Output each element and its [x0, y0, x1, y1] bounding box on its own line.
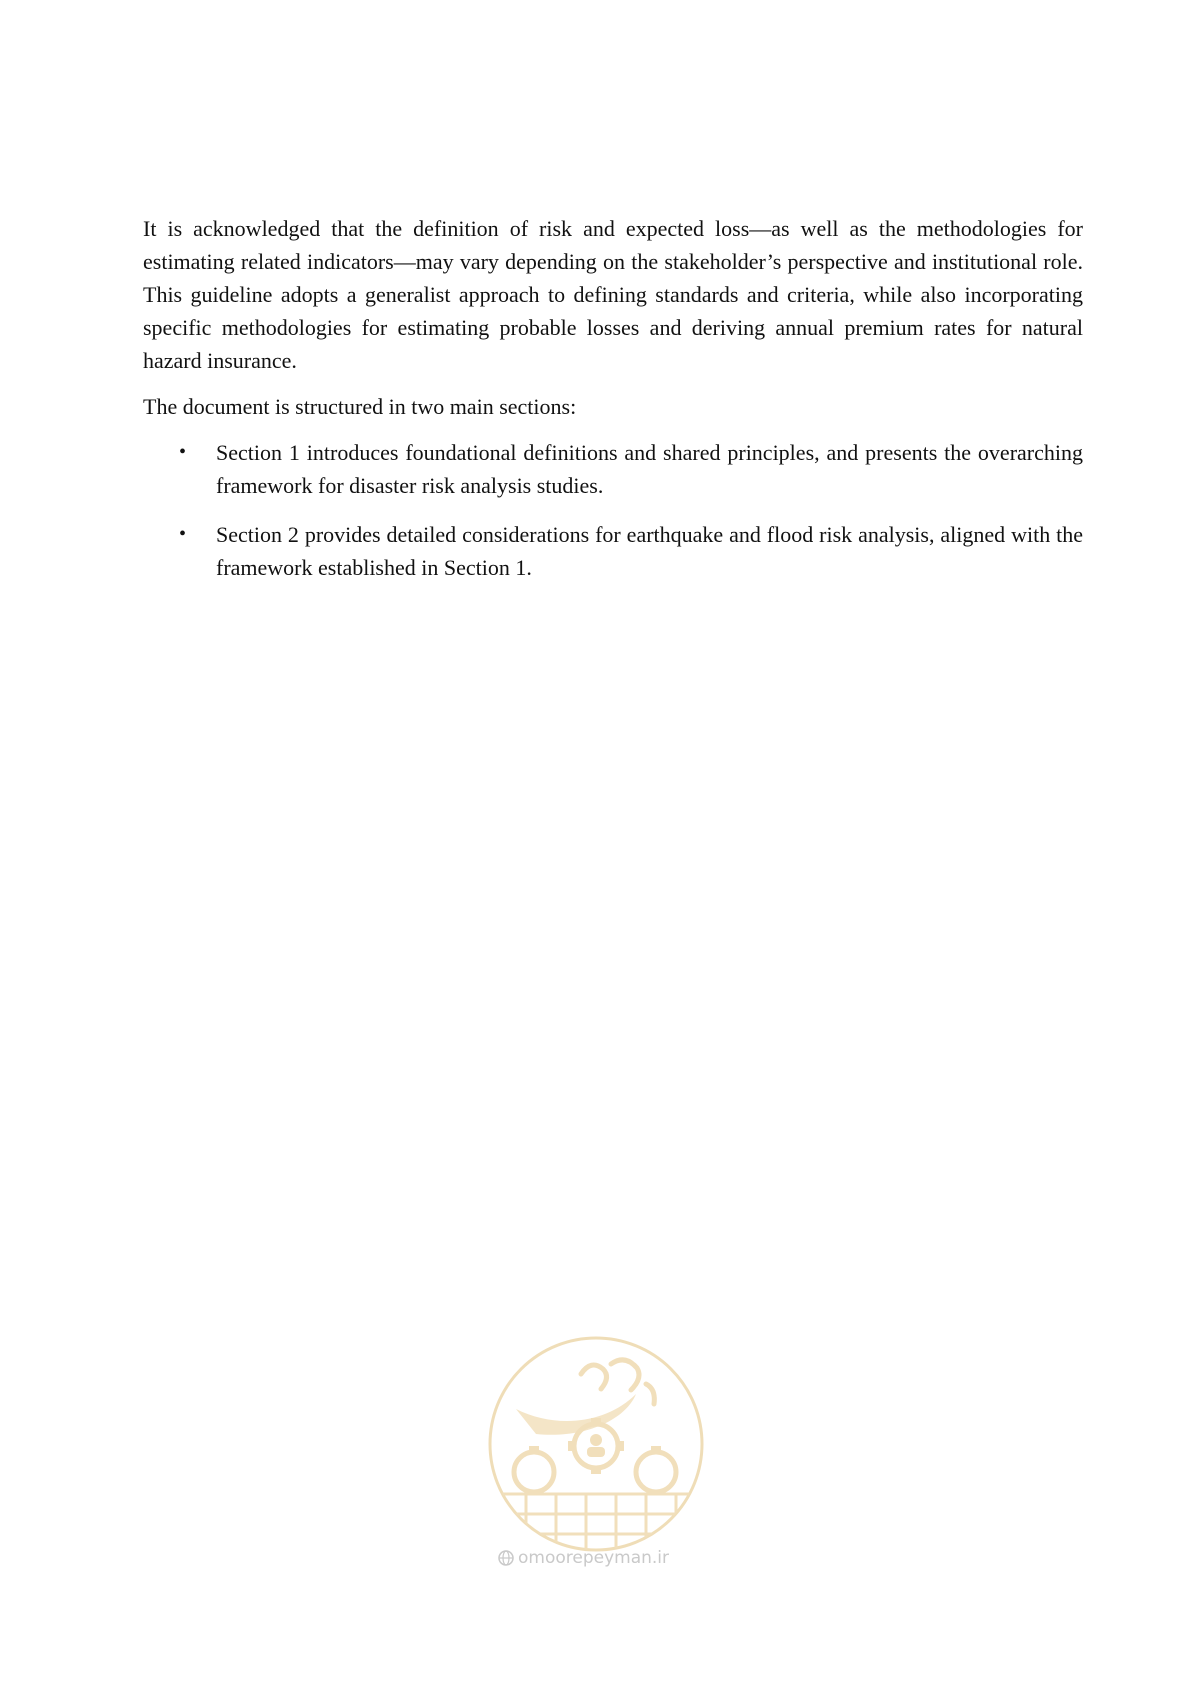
list-item — [143, 436, 1083, 502]
structure-paragraph: The document is structured in two main sections: — [143, 394, 577, 419]
document-body — [143, 212, 1083, 584]
list-item-text: Section 2 provides detailed considerations for earthquake and flood risk analysis, aligned with the framework established in Section 1. — [216, 522, 1083, 580]
watermark-url — [498, 1548, 698, 1568]
bullet-marker: • — [179, 441, 187, 463]
intro-paragraph: It is acknowledged that the definition of risk and expected loss—as well as the methodologies for estimating related indicators—may vary depending on the stakeholder’s perspective and institutional role. This guideline adopts a generalist approach to defining standards and criteria, while also incorporating specific methodologies for estimating probable losses and deriving annual premium rates for natural hazard insurance. — [143, 216, 1083, 373]
bullet-marker: • — [179, 523, 187, 545]
list-item — [143, 518, 1083, 584]
section-list — [143, 436, 1083, 584]
watermark-logo — [486, 1334, 706, 1564]
list-item-text: Section 1 introduces foundational definitions and shared principles, and presents the overarching framework for disaster risk analysis studies. — [216, 440, 1083, 498]
globe-icon — [498, 1550, 514, 1566]
watermark-url-text: omoorepeyman.ir — [518, 1548, 670, 1568]
